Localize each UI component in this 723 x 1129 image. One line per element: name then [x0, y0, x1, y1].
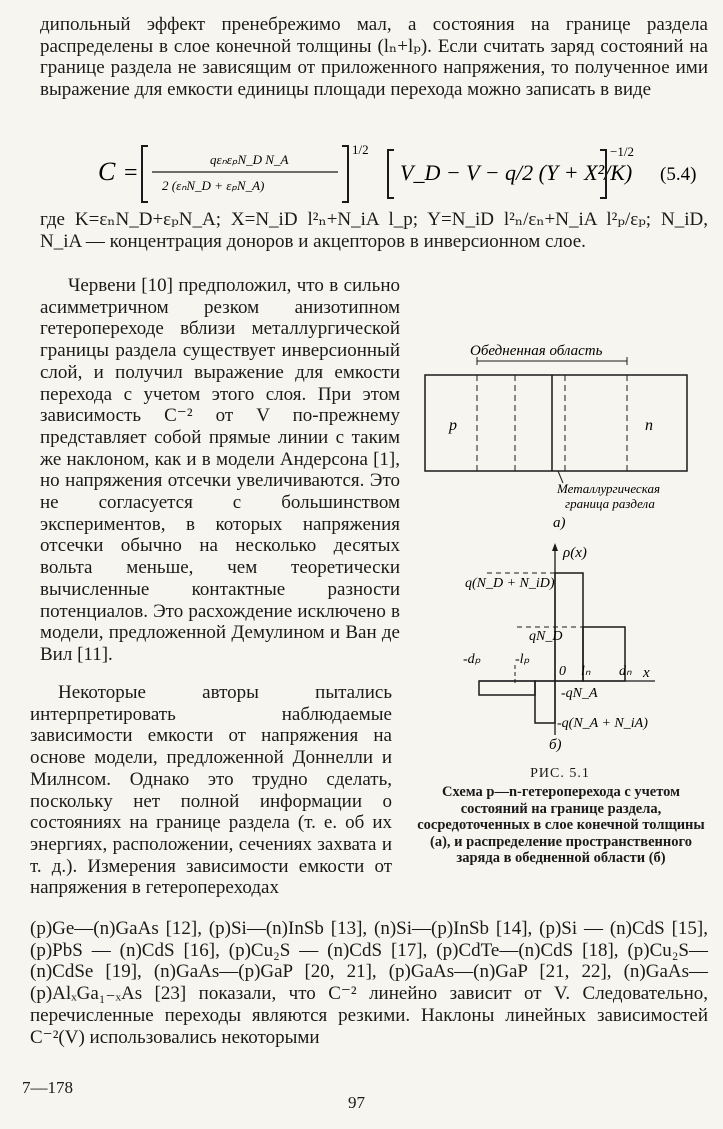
p-region-label: p	[449, 417, 457, 434]
panel-b-label: б)	[549, 737, 562, 753]
figure-5-1	[405, 335, 715, 765]
n-region-label: n	[645, 417, 653, 434]
eq-lhs: C	[98, 157, 116, 186]
signature-mark: 7—178	[22, 1078, 73, 1097]
ln-label: lₙ	[581, 664, 591, 679]
paragraph-heterojunctions: (p)Ge—(n)GaAs [12], (p)Si—(n)InSb [13], (n)Si—(p)InSb [14], (p)Si — (n)CdS [15], (p)PbS — (n)CdS [16], (p)Cu₂S — (n)CdS [17], (p)CdTe—(n)CdS [18], (p)Cu₂S—(n)CdSe [19], (n)GaAs—(p)GaP [20, 21], (p)GaAs—(n)GaP [21, 22], (n)GaAs—(p)AlₓGa₁₋ₓAs [23] показали, что C⁻² линейно зависит от V. Следовательно, перечисленные переходы являются резкими. Наклоны линейных зависимостей C⁻²(V) использовались некоторыми	[30, 918, 708, 1048]
depletion-region-label: Обедненная область	[470, 343, 603, 359]
svg-text:=: =	[124, 160, 138, 186]
paragraph-authors: Некоторые авторы пытались интерпретировать наблюдаемые зависимости емкости от напряжения на основе модели, предложенной Доннелли и Милнсом. Однако это трудно сделать, поскольку нет полной информации о состояниях на границе раздела (т. е. об их энергиях, расположении, сечениях захвата и т. д.). Измерения зависимости емкости от напряжения в гетеропереходах	[30, 682, 392, 899]
minus-lp-label: -lₚ	[515, 652, 530, 667]
minus-q-na-nia-label: -q(N_A + N_iA)	[557, 716, 648, 731]
eq-exp2: −1/2	[610, 144, 634, 159]
paragraph-where: где K=εₙN_D+εₚN_A; X=N_iD l²ₙ+N_iA l_p; Y=N_iD l²ₙ/εₙ+N_iA l²ₚ/εₚ; N_iD, N_iA — концентрация доноров и акцепторов в инверсионном слое.	[40, 209, 708, 252]
eq-number: (5.4)	[660, 164, 697, 185]
eq-denominator: 2 (εₙN_D + εₚN_A)	[162, 178, 265, 193]
q-nd-label: qN_D	[529, 629, 563, 644]
figure-caption: Схема p—n-гетероперехода с учетом состояний на границе раздела, сосредоточенных в слое конечной толщины (а), и распределение пространственного заряда в обедненной области (б)	[417, 784, 705, 866]
figure-title: РИС. 5.1	[530, 766, 590, 781]
eq-inner: V_D − V − q/2 (Y + X²/K)	[400, 160, 633, 185]
paragraph-chervenі: Червени [10] предположил, что в сильно асимметричном резком анизотипном гетеропереходе вблизи металлургической границы раздела существует инверсионный слой, и получил выражение для емкости перехода с учетом этого слоя. При этом зависимость C⁻² от V по-прежнему представляет собой прямые линии с таким же наклоном, как и в модели Андерсона [1], но напряжения отсечки увеличиваются. Это не согласуется с большинством экспериментов, в которых напряжения отсечки обычно на несколько десятых вольта меньше, чем теоретически вычисленные контактные разности потенциалов. Это расхождение исключено в модели, предложенной Демулином и Ван де Вил [11].	[40, 275, 400, 665]
panel-a-label: а)	[553, 515, 566, 531]
zero-label: 0	[559, 664, 566, 679]
dn-label: dₙ	[619, 664, 632, 679]
paragraph-intro: дипольный эффект пренебрежимо мал, а состояния на границе раздела распределены в слое конечной толщины (lₙ+lₚ). Если считать заряд состояний на границе раздела не зависящим от приложенного напряжения, то полученное ими выражение для емкости единицы площади перехода можно записать в виде	[40, 14, 708, 101]
rho-axis-label: ρ(x)	[563, 545, 587, 561]
q-nd-nid-label: q(N_D + N_iD)	[465, 576, 555, 591]
minus-qna-label: -qN_A	[561, 686, 598, 701]
equation-5-4	[90, 134, 720, 212]
eq-exp1: 1/2	[352, 142, 369, 157]
eq-numerator: qεₙεₚN_D N_A	[210, 152, 289, 167]
x-axis-label: x	[643, 665, 650, 681]
minus-dp-label: -dₚ	[463, 652, 481, 667]
boundary-label: Металлургическая	[557, 481, 660, 496]
boundary-label-2: граница раздела	[565, 496, 655, 511]
page-number: 97	[348, 1093, 365, 1112]
